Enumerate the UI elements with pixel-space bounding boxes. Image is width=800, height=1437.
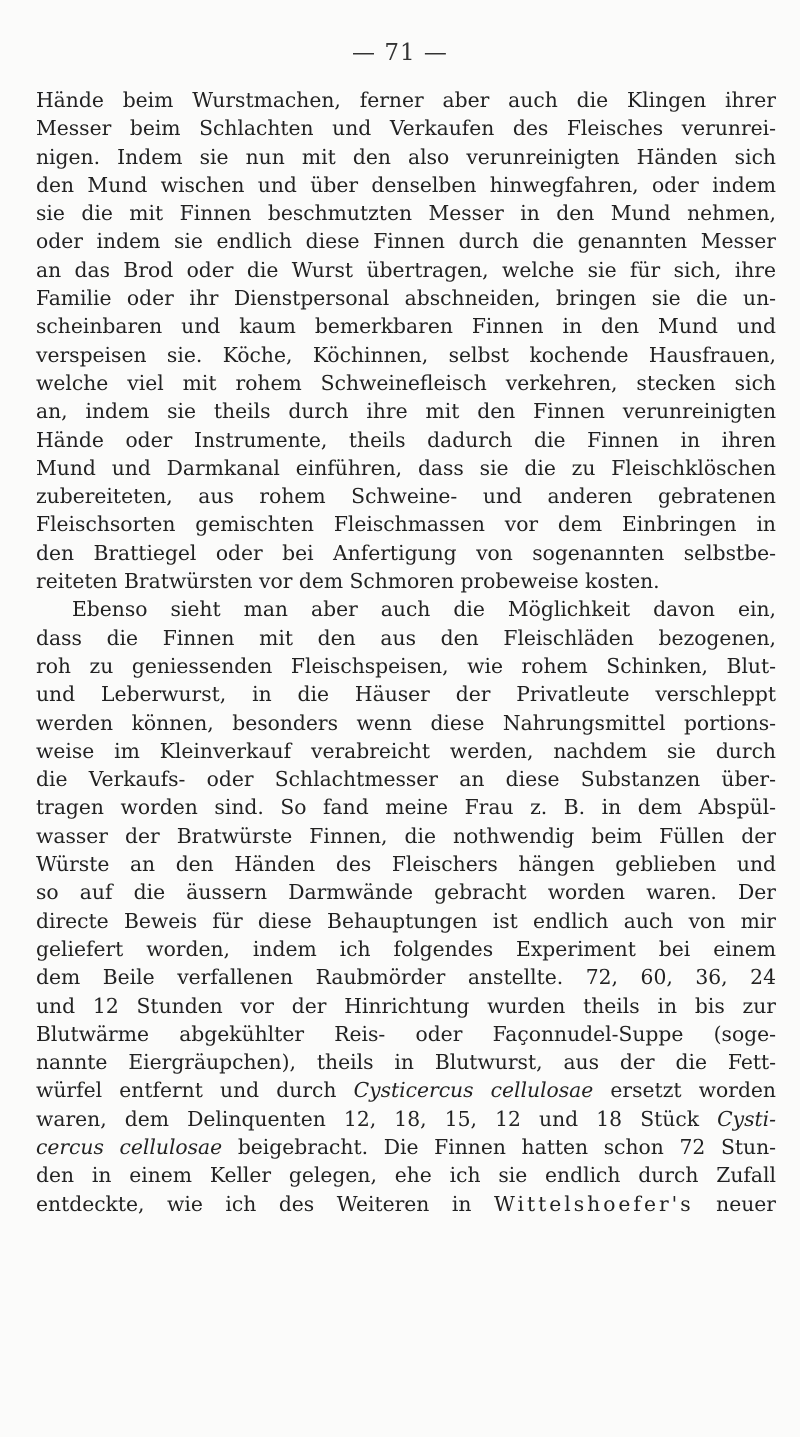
species-name: cercus cellulosae bbox=[36, 1134, 223, 1159]
text-line: und Leberwurst, in die Häuser der Privatleute verschleppt bbox=[36, 682, 776, 707]
text-line: werden können, besonders wenn diese Nahrungsmittel portions- bbox=[36, 710, 776, 735]
species-name: Cysticercus cellulosae bbox=[353, 1078, 594, 1103]
text-line: Fleischsorten gemischten Fleischmassen vor dem Einbringen in bbox=[36, 512, 776, 537]
text-segment: ersetzt worden bbox=[593, 1078, 776, 1103]
text-line: weise im Kleinverkauf verabreicht werden, nachdem sie durch bbox=[36, 738, 776, 763]
text-line: reiteten Bratwürsten vor dem Schmoren probeweise kosten. bbox=[36, 569, 660, 594]
body-text bbox=[36, 86, 776, 1218]
text-segment: entdeckte, wie ich des Weiteren in bbox=[36, 1191, 494, 1216]
page-number: — 71 — bbox=[352, 40, 448, 66]
paragraph-start-line: Ebenso sieht man aber auch die Möglichkeit davon ein, bbox=[72, 597, 776, 622]
text-line: roh zu geniessenden Fleischspeisen, wie rohem Schinken, Blut- bbox=[36, 653, 776, 678]
text-line: und 12 Stunden vor der Hinrichtung wurden theils in bis zur bbox=[36, 993, 776, 1018]
text-line: wasser der Bratwürste Finnen, die nothwendig beim Füllen der bbox=[36, 823, 776, 848]
text-line: tragen worden sind. So fand meine Frau z. B. in dem Abspül- bbox=[36, 795, 776, 820]
text-line: Blutwärme abgekühlter Reis- oder Façonnudel-Suppe (soge- bbox=[36, 1021, 776, 1046]
text-line: den Mund wischen und über denselben hinwegfahren, oder indem bbox=[36, 172, 776, 197]
text-line: sie die mit Finnen beschmutzten Messer in den Mund nehmen, bbox=[36, 201, 776, 226]
text-line: directe Beweis für diese Behauptungen ist endlich auch von mir bbox=[36, 908, 776, 933]
text-line: verspeisen sie. Köche, Köchinnen, selbst kochende Hausfrauen, bbox=[36, 342, 776, 367]
text-line: an das Brod oder die Wurst übertragen, welche sie für sich, ihre bbox=[36, 257, 776, 282]
text-segment: waren, dem Delinquenten 12, 18, 15, 12 und 18 Stück bbox=[36, 1106, 718, 1131]
text-line: an, indem sie theils durch ihre mit den Finnen verunreinigten bbox=[36, 399, 776, 424]
text-line-with-author bbox=[36, 1190, 776, 1218]
text-line: den Brattiegel oder bei Anfertigung von sogenannten selbstbe- bbox=[36, 540, 776, 565]
text-line: scheinbaren und kaum bemerkbaren Finnen in den Mund und bbox=[36, 314, 776, 339]
text-line: nigen. Indem sie nun mit den also verunreinigten Händen sich bbox=[36, 144, 776, 169]
text-line: zubereiteten, aus rohem Schweine- und anderen gebratenen bbox=[36, 484, 776, 509]
text-line: Messer beim Schlachten und Verkaufen des Fleisches verunrei- bbox=[36, 116, 776, 141]
text-line-with-species bbox=[36, 1076, 776, 1104]
text-segment: neuer bbox=[693, 1191, 776, 1216]
text-line: Familie oder ihr Dienstpersonal abschneiden, bringen sie die un- bbox=[36, 286, 776, 311]
text-line: Mund und Darmkanal einführen, dass sie die zu Fleischklöschen bbox=[36, 455, 776, 480]
text-line-with-species bbox=[36, 1133, 776, 1161]
species-name: Cysti- bbox=[717, 1106, 776, 1131]
author-name: Wittelshoefer's bbox=[493, 1191, 694, 1216]
text-line: Würste an den Händen des Fleischers hängen geblieben und bbox=[36, 852, 776, 877]
text-line: Hände beim Wurstmachen, ferner aber auch die Klingen ihrer bbox=[36, 88, 776, 112]
text-line: welche viel mit rohem Schweinefleisch verkehren, stecken sich bbox=[36, 370, 776, 395]
text-line: dem Beile verfallenen Raubmörder anstellte. 72, 60, 36, 24 bbox=[36, 965, 776, 990]
text-line: so auf die äussern Darmwände gebracht worden waren. Der bbox=[36, 880, 776, 905]
text-line: dass die Finnen mit den aus den Fleischläden bezogenen, bbox=[36, 625, 776, 650]
text-line-with-species bbox=[36, 1105, 776, 1133]
text-segment: beigebracht. Die Finnen hatten schon 72 Stun- bbox=[222, 1134, 776, 1159]
text-line: die Verkaufs- oder Schlachtmesser an diese Substanzen über- bbox=[36, 767, 776, 792]
text-line: Hände oder Instrumente, theils dadurch die Finnen in ihren bbox=[36, 427, 776, 452]
text-segment: würfel entfernt und durch bbox=[36, 1078, 354, 1103]
text-line: oder indem sie endlich diese Finnen durch die genannten Messer bbox=[36, 229, 776, 254]
text-line: geliefert worden, indem ich folgendes Experiment bei einem bbox=[36, 936, 776, 961]
text-line: den in einem Keller gelegen, ehe ich sie endlich durch Zufall bbox=[36, 1163, 776, 1188]
text-line: nannte Eiergräupchen), theils in Blutwurst, aus der die Fett- bbox=[36, 1050, 776, 1075]
